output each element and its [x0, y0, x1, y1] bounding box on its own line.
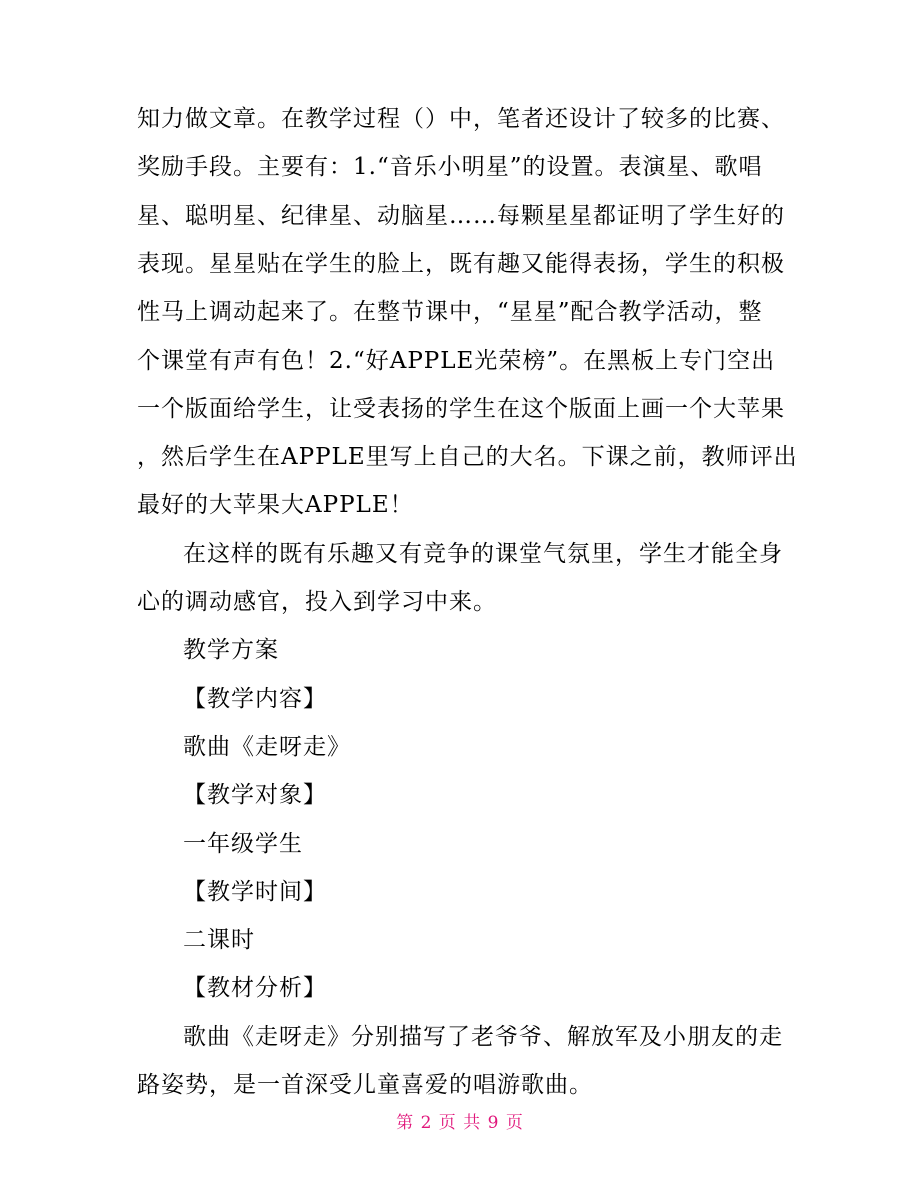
section-content: 歌曲《走呀走》 — [183, 734, 351, 760]
paragraph-line: ，然后学生在APPLE里写上自己的大名。下课之前，教师评出 — [137, 444, 798, 470]
section-content: 二课时 — [183, 927, 255, 953]
paragraph-line: 星、聪明星、纪律星、动脑星……每颗星星都证明了学生好的 — [137, 203, 785, 229]
section-heading: 【教学内容】 — [183, 686, 327, 712]
section-content: 一年级学生 — [183, 831, 303, 857]
paragraph-line: 路姿势，是一首深受儿童喜爱的唱游歌曲。 — [137, 1072, 593, 1098]
paragraph-line: 知力做文章。在教学过程（）中，笔者还设计了较多的比赛、 — [137, 106, 785, 132]
paragraph-line: 最好的大苹果大APPLE！ — [137, 492, 414, 518]
page-number-footer: 第 2 页 共 9 页 — [396, 1113, 524, 1133]
paragraph-line: 一个版面给学生，让受表扬的学生在这个版面上画一个大苹果 — [137, 396, 785, 422]
paragraph-line: 表现。星星贴在学生的脸上，既有趣又能得表扬，学生的积极 — [137, 251, 785, 277]
section-heading: 【教材分析】 — [183, 975, 327, 1001]
section-title: 教学方案 — [183, 637, 279, 663]
paragraph-line: 性马上调动起来了。在整节课中，“星星”配合教学活动，整 — [137, 299, 763, 325]
section-heading: 【教学对象】 — [183, 782, 327, 808]
paragraph-line: 歌曲《走呀走》分别描写了老爷爷、解放军及小朋友的走 — [183, 1024, 783, 1050]
paragraph-line: 奖励手段。主要有：1.“音乐小明星”的设置。表演星、歌唱 — [137, 154, 763, 180]
section-heading: 【教学时间】 — [183, 879, 327, 905]
paragraph-line: 个课堂有声有色！2.“好APPLE光荣榜”。在黑板上专门空出 — [137, 348, 776, 374]
paragraph-line: 心的调动感官，投入到学习中来。 — [137, 589, 497, 615]
paragraph-line: 在这样的既有乐趣又有竞争的课堂气氛里，学生才能全身 — [183, 541, 783, 567]
